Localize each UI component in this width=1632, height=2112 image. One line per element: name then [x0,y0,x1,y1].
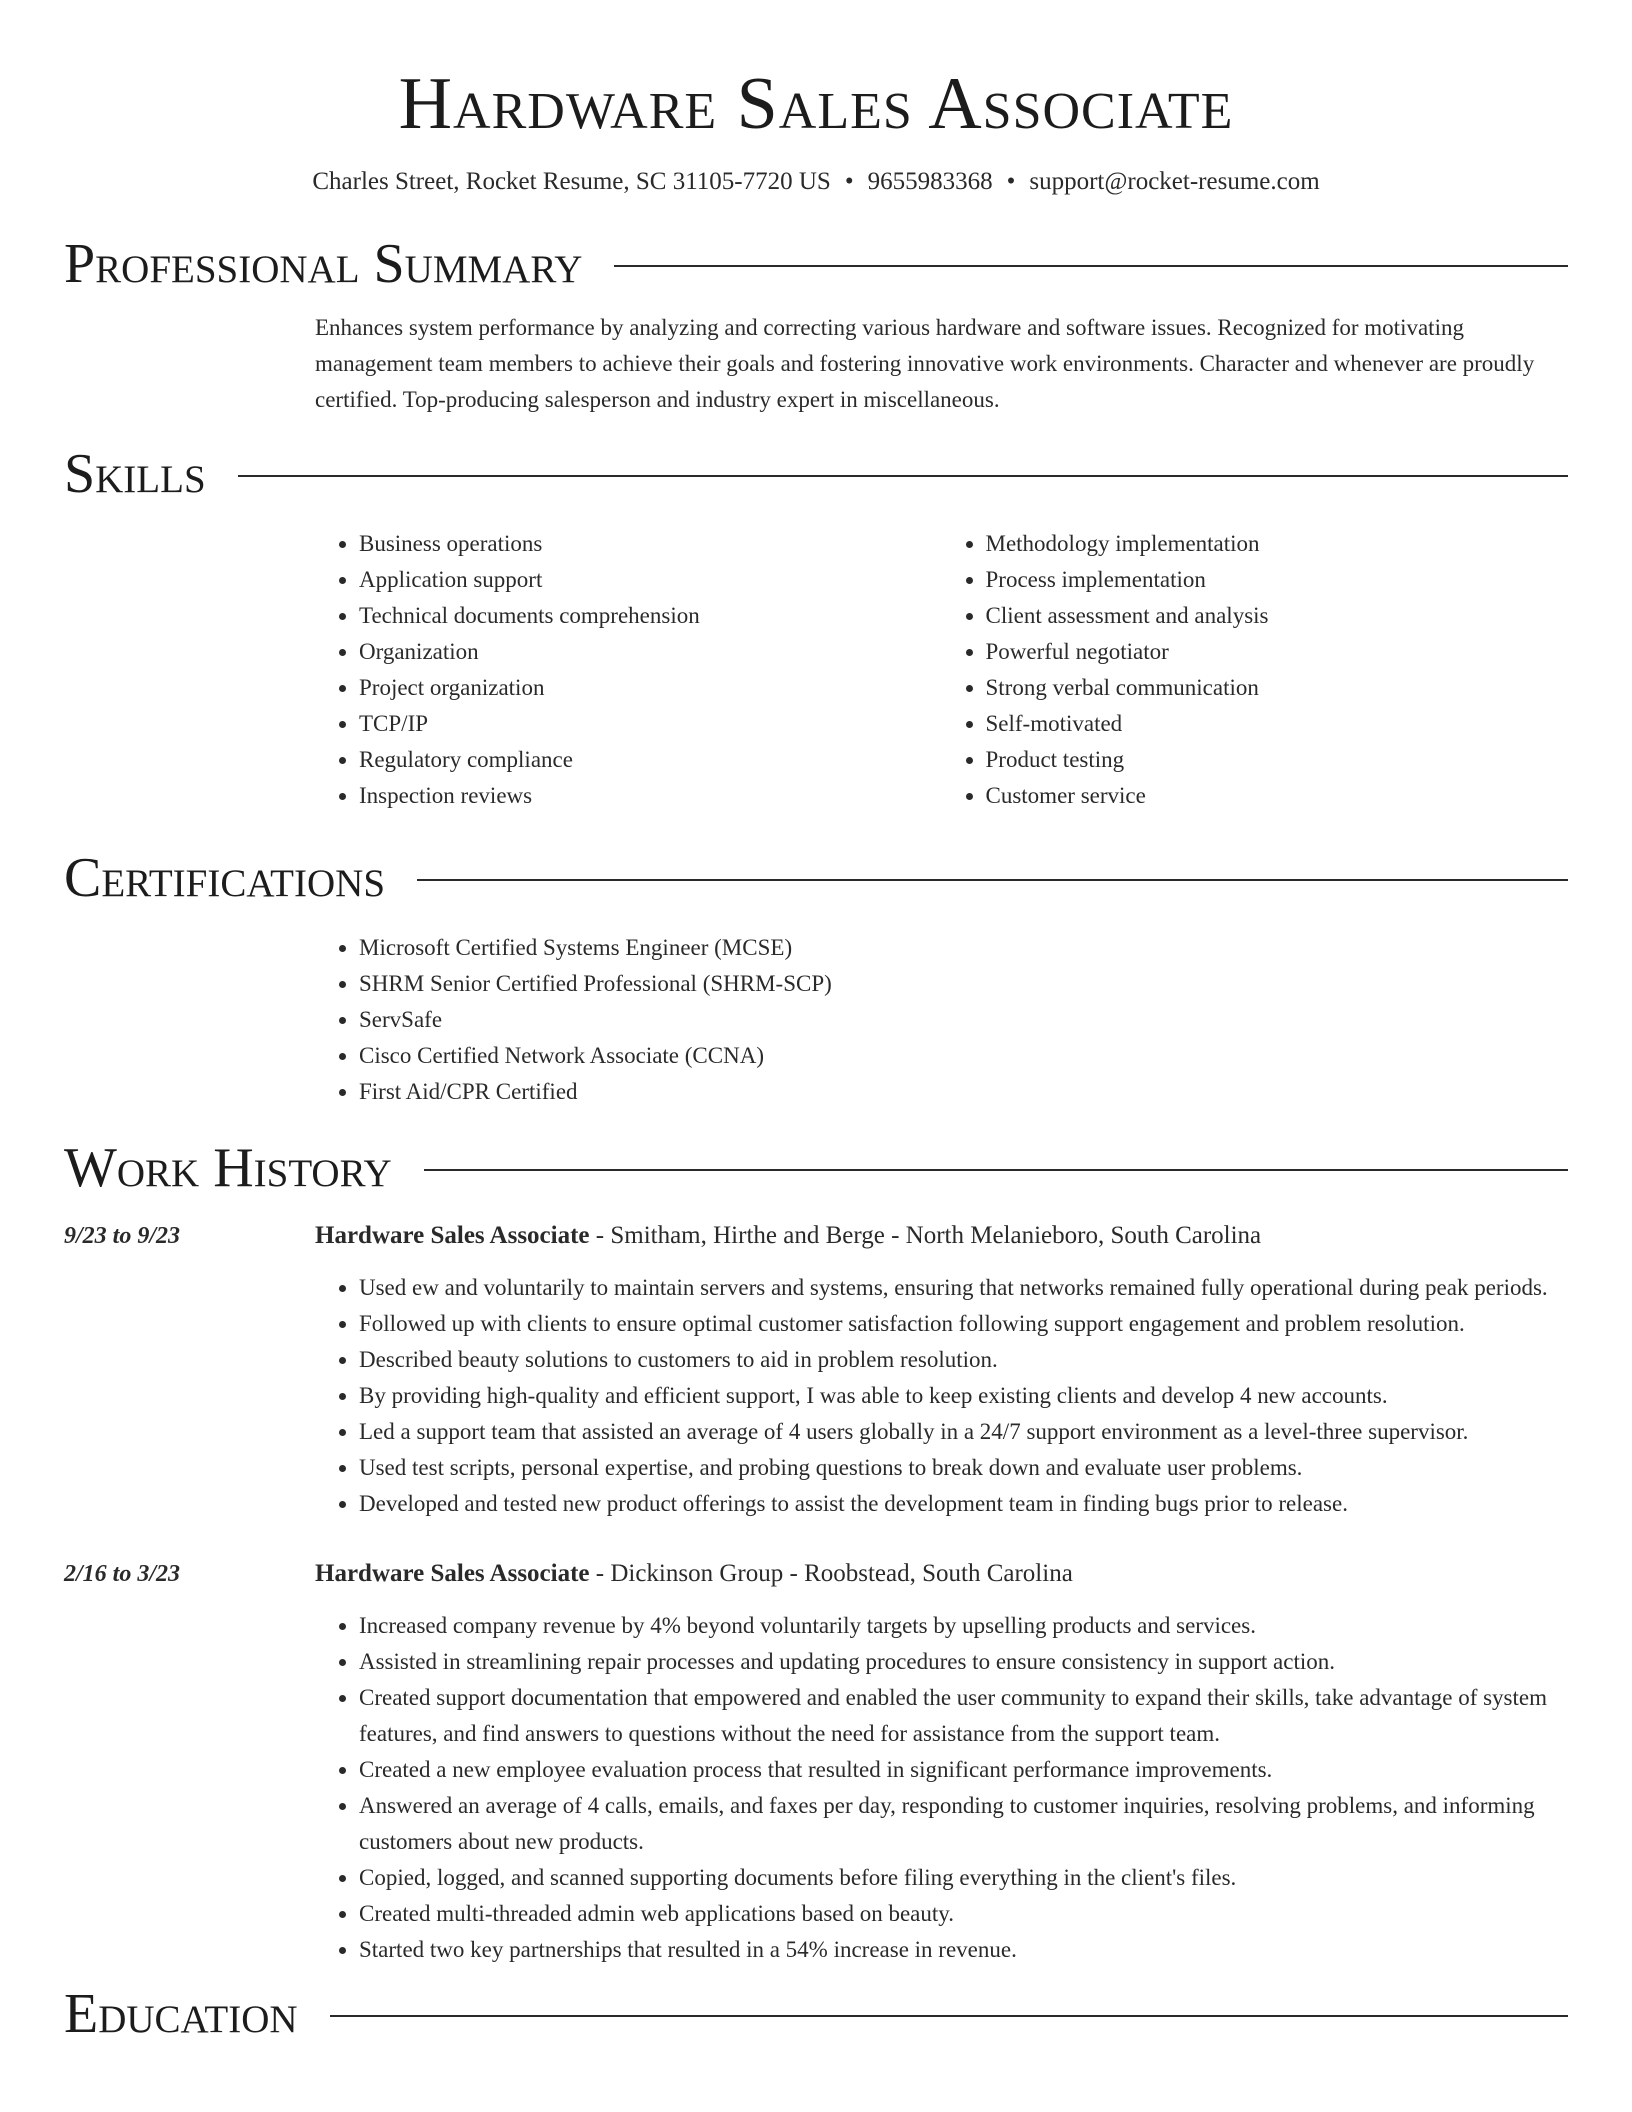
job-bullet: • Answered an average of 4 calls, emails, and faxes per day, responding to customer inquiries, resolving problems, and informing customers about new products. [359,1788,1568,1860]
certification-item: • SHRM Senior Certified Professional (SHRM-SCP) [359,966,1568,1002]
certifications-heading: Certifications [64,847,386,909]
work-history-header [64,1136,1568,1200]
skill-item: • Powerful negotiator [986,634,1569,670]
skill-item: • Strong verbal communication [986,670,1569,706]
job-bullet: • By providing high-quality and efficient support, I was able to keep existing clients and develop 4 new accounts. [359,1378,1568,1414]
job-bullet: • Developed and tested new product offerings to assist the development team in finding bugs prior to release. [359,1486,1568,1522]
contact-email: support@rocket-resume.com [1029,168,1320,195]
job-heading [315,1218,1261,1254]
certification-item: • First Aid/CPR Certified [359,1074,1568,1110]
section-divider [614,265,1568,267]
job-header [64,1556,1568,1592]
contact-separator: • [1006,168,1016,195]
job-bullet: • Assisted in streamlining repair processes and updating procedures to ensure consistency in support action. [359,1644,1568,1680]
job-dates: 2/16 to 3/23 [64,1561,181,1587]
certifications-header [64,846,1568,910]
skill-item: • Organization [359,634,942,670]
job-header [64,1218,1568,1254]
skill-item: • Application support [359,562,942,598]
page-title: Hardware Sales Associate [398,63,1234,145]
skill-item: • Self-motivated [986,706,1569,742]
contact-phone: 9655983368 [867,168,993,195]
job-entry [64,1556,1568,1968]
job-entry [64,1218,1568,1522]
job-bullet: • Started two key partnerships that resulted in a 54% increase in revenue. [359,1932,1568,1968]
education-header [64,1982,1568,2046]
skill-item: • Product testing [986,742,1569,778]
job-bullet: • Created support documentation that empowered and enabled the user community to expand their skills, take advantage of system features, and find answers to questions without the need for assistance from the support team. [359,1680,1568,1752]
job-bullet: • Described beauty solutions to customers to aid in problem resolution. [359,1342,1568,1378]
skill-item: • TCP/IP [359,706,942,742]
job-bullet: • Led a support team that assisted an average of 4 users globally in a 24/7 support environment as a level-three supervisor. [359,1414,1568,1450]
summary-text: Enhances system performance by analyzing and correcting various hardware and software issues. Recognized for motivating management team members to achieve their goals and fostering innovative work environments. Character and whenever are proudly certified. Top-producing salesperson and industry expert in miscellaneous. [315,315,1535,412]
skill-item: • Project organization [359,670,942,706]
skill-item: • Business operations [359,526,942,562]
contact-address: Charles Street, Rocket Resume, SC 31105-7720 US [312,168,831,195]
job-bullet-list [315,1608,1568,1968]
skills-list-right [942,526,1569,814]
section-divider [424,1169,1568,1171]
job-bullets [315,1270,1568,1522]
job-bullet: • Created a new employee evaluation process that resulted in significant performance improvements. [359,1752,1568,1788]
summary-heading: Professional Summary [64,233,583,295]
contact-line [64,164,1568,200]
summary-header [64,232,1568,296]
job-bullet: • Used test scripts, personal expertise, and probing questions to break down and evaluate user problems. [359,1450,1568,1486]
skills-section [64,442,1568,814]
certification-item: • Cisco Certified Network Associate (CCNA) [359,1038,1568,1074]
work-history-heading: Work History [64,1137,392,1199]
skill-item: • Methodology implementation [986,526,1569,562]
job-bullet-list [315,1270,1568,1522]
skills-heading: Skills [64,443,206,505]
contact-separator: • [844,168,854,195]
job-role: Hardware Sales Associate [315,1222,590,1249]
resume-page [64,0,1568,2046]
skill-item: • Customer service [986,778,1569,814]
job-bullet: • Followed up with clients to ensure optimal customer satisfaction following support engagement and problem resolution. [359,1306,1568,1342]
skills-list-left [315,526,942,814]
job-role: Hardware Sales Associate [315,1560,590,1587]
skills-grid [315,526,1568,814]
education-heading: Education [64,1983,298,2045]
job-heading [315,1556,1073,1592]
job-company: - Smitham, Hirthe and Berge - North Melanieboro, South Carolina [589,1222,1262,1249]
certifications-body [315,930,1568,1110]
certification-item: • Microsoft Certified Systems Engineer (MCSE) [359,930,1568,966]
skill-item: • Inspection reviews [359,778,942,814]
job-bullets [315,1608,1568,1968]
section-divider [238,475,1568,477]
job-bullet: • Copied, logged, and scanned supporting documents before filing everything in the client's files. [359,1860,1568,1896]
certifications-list [315,930,1568,1110]
job-company: - Dickinson Group - Roobstead, South Carolina [589,1560,1073,1587]
job-bullet: • Created multi-threaded admin web applications based on beauty. [359,1896,1568,1932]
certifications-section [64,846,1568,1110]
work-history-section [64,1136,1568,1968]
skill-item: • Regulatory compliance [359,742,942,778]
job-bullet: • Used ew and voluntarily to maintain servers and systems, ensuring that networks remained fully operational during peak periods. [359,1270,1568,1306]
section-divider [330,2015,1568,2017]
job-dates: 9/23 to 9/23 [64,1223,181,1249]
job-bullet: • Increased company revenue by 4% beyond voluntarily targets by upselling products and services. [359,1608,1568,1644]
education-section [64,1982,1568,2046]
skill-item: • Process implementation [986,562,1569,598]
section-divider [417,879,1568,881]
skills-header [64,442,1568,506]
skill-item: • Client assessment and analysis [986,598,1569,634]
certification-item: • ServSafe [359,1002,1568,1038]
summary-section [64,232,1568,418]
skill-item: • Technical documents comprehension [359,598,942,634]
